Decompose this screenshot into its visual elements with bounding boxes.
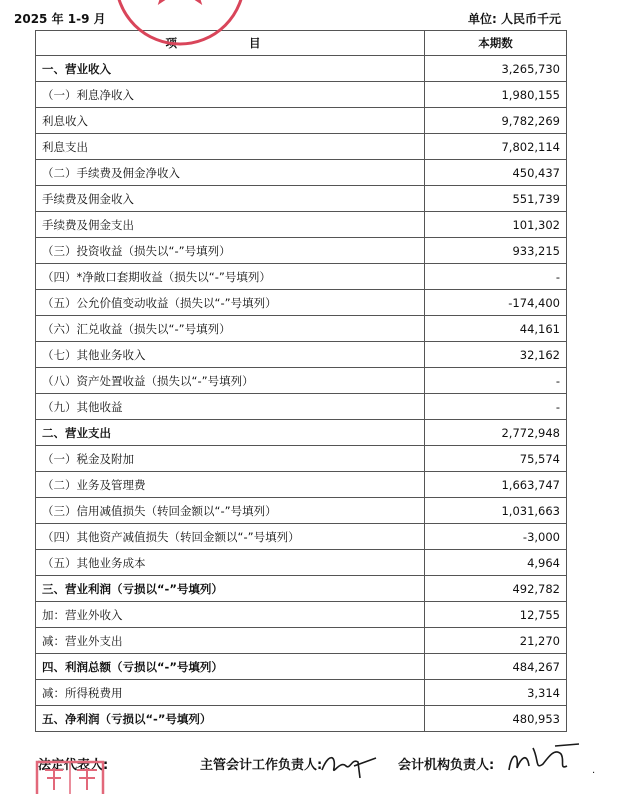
row-label: 加：营业外收入 <box>36 602 425 628</box>
table-row <box>36 706 567 732</box>
statement-rows <box>36 56 567 732</box>
table-row <box>36 264 567 290</box>
table-row <box>36 342 567 368</box>
currency-unit: 单位: 人民币千元 <box>468 12 561 26</box>
accounting-head-signature <box>318 748 378 782</box>
table-row <box>36 654 567 680</box>
row-label: 四、利润总额（亏损以“-”号填列） <box>36 654 425 680</box>
row-amount: 3,314 <box>425 680 567 706</box>
table-row <box>36 108 567 134</box>
signature-row <box>0 748 621 788</box>
row-label: （一）利息净收入 <box>36 82 425 108</box>
row-label: （四）其他资产减值损失（转回金额以“-”号填列） <box>36 524 425 550</box>
row-amount: 12,755 <box>425 602 567 628</box>
accounting-org-head-signature <box>505 740 585 780</box>
row-amount: 75,574 <box>425 446 567 472</box>
edge-seal-stamp <box>575 100 621 250</box>
row-label: 一、营业收入 <box>36 56 425 82</box>
row-label: （二）业务及管理费 <box>36 472 425 498</box>
row-amount: 1,031,663 <box>425 498 567 524</box>
table-row <box>36 498 567 524</box>
accounting-org-head-label: 会计机构负责人: <box>398 758 495 773</box>
row-amount: 450,437 <box>425 160 567 186</box>
table-row <box>36 550 567 576</box>
table-row <box>36 680 567 706</box>
row-label: （三）信用减值损失（转回金额以“-”号填列） <box>36 498 425 524</box>
row-amount: 1,980,155 <box>425 82 567 108</box>
row-label: （三）投资收益（损失以“-”号填列） <box>36 238 425 264</box>
table-row <box>36 446 567 472</box>
row-label: 五、净利润（亏损以“-”号填列） <box>36 706 425 732</box>
table-row <box>36 472 567 498</box>
row-amount: 21,270 <box>425 628 567 654</box>
row-label: 手续费及佣金支出 <box>36 212 425 238</box>
row-amount: -3,000 <box>425 524 567 550</box>
report-period: 2025 年 1-9 月 <box>14 12 106 26</box>
row-label: （一）税金及附加 <box>36 446 425 472</box>
row-amount: 551,739 <box>425 186 567 212</box>
row-label: （六）汇兑收益（损失以“-”号填列） <box>36 316 425 342</box>
table-row <box>36 368 567 394</box>
table-row <box>36 212 567 238</box>
table-row <box>36 316 567 342</box>
row-amount: 2,772,948 <box>425 420 567 446</box>
row-label: 二、营业支出 <box>36 420 425 446</box>
row-label: （九）其他收益 <box>36 394 425 420</box>
table-row <box>36 82 567 108</box>
table-header-row <box>36 31 567 56</box>
row-amount: 9,782,269 <box>425 108 567 134</box>
row-amount: 480,953 <box>425 706 567 732</box>
table-row <box>36 56 567 82</box>
row-amount: 32,162 <box>425 342 567 368</box>
legal-rep-label: 法定代表人: <box>38 758 109 773</box>
table-row <box>36 290 567 316</box>
table-row <box>36 186 567 212</box>
row-amount: 484,267 <box>425 654 567 680</box>
row-label: 减：所得税费用 <box>36 680 425 706</box>
table-row <box>36 602 567 628</box>
table-row <box>36 524 567 550</box>
amount-column-header: 本期数 <box>425 31 567 56</box>
row-label: 利息支出 <box>36 134 425 160</box>
row-amount: 4,964 <box>425 550 567 576</box>
row-label: （四）*净敞口套期收益（损失以“-”号填列） <box>36 264 425 290</box>
trailing-dot: · <box>592 768 596 779</box>
item-column-header: 项 目 <box>36 31 425 56</box>
row-amount: 492,782 <box>425 576 567 602</box>
row-label: 利息收入 <box>36 108 425 134</box>
row-amount: 933,215 <box>425 238 567 264</box>
row-label: 减：营业外支出 <box>36 628 425 654</box>
row-amount: 7,802,114 <box>425 134 567 160</box>
row-amount: - <box>425 394 567 420</box>
table-row <box>36 628 567 654</box>
row-amount: 3,265,730 <box>425 56 567 82</box>
row-label: （五）公允价值变动收益（损失以“-”号填列） <box>36 290 425 316</box>
row-label: 手续费及佣金收入 <box>36 186 425 212</box>
row-amount: 101,302 <box>425 212 567 238</box>
table-row <box>36 160 567 186</box>
accounting-head-label: 主管会计工作负责人: <box>200 758 323 773</box>
row-label: （八）资产处置收益（损失以“-”号填列） <box>36 368 425 394</box>
row-label: （七）其他业务收入 <box>36 342 425 368</box>
row-amount: 44,161 <box>425 316 567 342</box>
header-bar <box>0 8 621 30</box>
row-label: 三、营业利润（亏损以“-”号填列） <box>36 576 425 602</box>
table-row <box>36 238 567 264</box>
row-label: （二）手续费及佣金净收入 <box>36 160 425 186</box>
row-amount: - <box>425 264 567 290</box>
table-row <box>36 576 567 602</box>
table-row <box>36 134 567 160</box>
row-amount: -174,400 <box>425 290 567 316</box>
row-amount: 1,663,747 <box>425 472 567 498</box>
table-row <box>36 394 567 420</box>
row-amount: - <box>425 368 567 394</box>
income-statement-table <box>35 30 567 732</box>
row-label: （五）其他业务成本 <box>36 550 425 576</box>
table-row <box>36 420 567 446</box>
